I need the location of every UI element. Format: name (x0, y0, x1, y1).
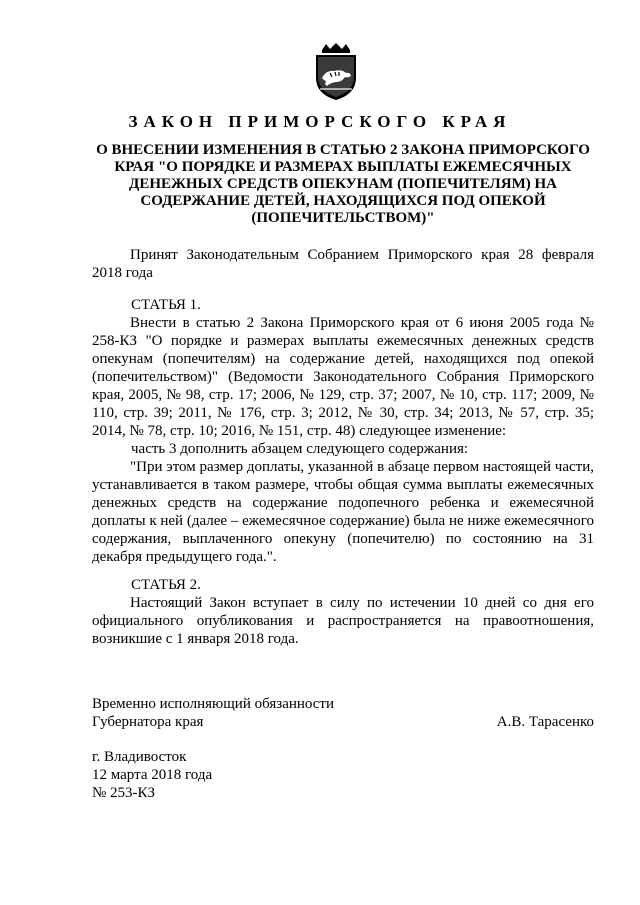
footer-date: 12 марта 2018 года (92, 767, 213, 783)
article-1-quote: "При этом размер доплаты, указанной в абзаце первом настоящей части, устанавливается в таком размере, чтобы общая сумма выплаты ежемесячных денежных средств на содержание подопечного ребенка и ежемесячной доплаты к ней (далее – ежемесячное содержание) была не ниже ежемесячного содержания, выплаченного опекуну (попечителю) по состоянию на 31 декабря предыдущего года.". (92, 459, 594, 565)
footer-number: № 253-КЗ (92, 785, 156, 801)
article-1-text: Внести в статью 2 Закона Приморского края от 6 июня 2005 года № 258-КЗ "О порядке и размерах выплаты ежемесячных денежных средств опекунам (попечителям) на содержание детей, находящихся под опекой (попечительством)" (Ведомости Законодательного Собрания Приморского края, 2005, № 98, стр. 17; 2006, № 129, стр. 37; 2007, № 10, стр. 117; 2009, № 110, стр. 39; 2011, № 176, стр. 3; 2012, № 30, стр. 34; 2013, № 57, стр. 35; 2014, № 78, стр. 10; 2016, № 151, стр. 48) следующее изменение: (92, 315, 594, 439)
signature-position-line-2: Губернатора края (92, 714, 204, 730)
signature-position-line-1: Временно исполняющий обязанности (92, 696, 335, 712)
coat-of-arms-icon (308, 42, 364, 102)
article-2-heading: СТАТЬЯ 2. (131, 577, 201, 593)
signatory-name: А.В. Тарасенко (496, 714, 594, 730)
law-subtitle: О ВНЕСЕНИИ ИЗМЕНЕНИЯ В СТАТЬЮ 2 ЗАКОНА ПРИМОРСКОГО КРАЯ "О ПОРЯДКЕ И РАЗМЕРАХ ВЫПЛАТЫ ЕЖЕМЕСЯЧНЫХ ДЕНЕЖНЫХ СРЕДСТВ ОПЕКУНАМ (ПОПЕЧИТЕЛЯМ) НА СОДЕРЖАНИЕ ДЕТЕЙ, НАХОДЯЩИХСЯ ПОД ОПЕКОЙ (ПОПЕЧИТЕЛЬСТВОМ)" (96, 142, 590, 226)
adoption-statement: Принят Законодательным Собранием Приморского края 28 февраля 2018 года (92, 247, 594, 281)
article-1-heading: СТАТЬЯ 1. (131, 297, 201, 313)
article-1-part: часть 3 дополнить абзацем следующего содержания: (131, 441, 469, 457)
law-title: ЗАКОН ПРИМОРСКОГО КРАЯ (128, 112, 512, 131)
article-2-text: Настоящий Закон вступает в силу по истечении 10 дней со дня его официального опубликования и распространяется на правоотношения, возникшие с 1 января 2018 года. (92, 595, 594, 647)
footer-city: г. Владивосток (92, 749, 187, 765)
